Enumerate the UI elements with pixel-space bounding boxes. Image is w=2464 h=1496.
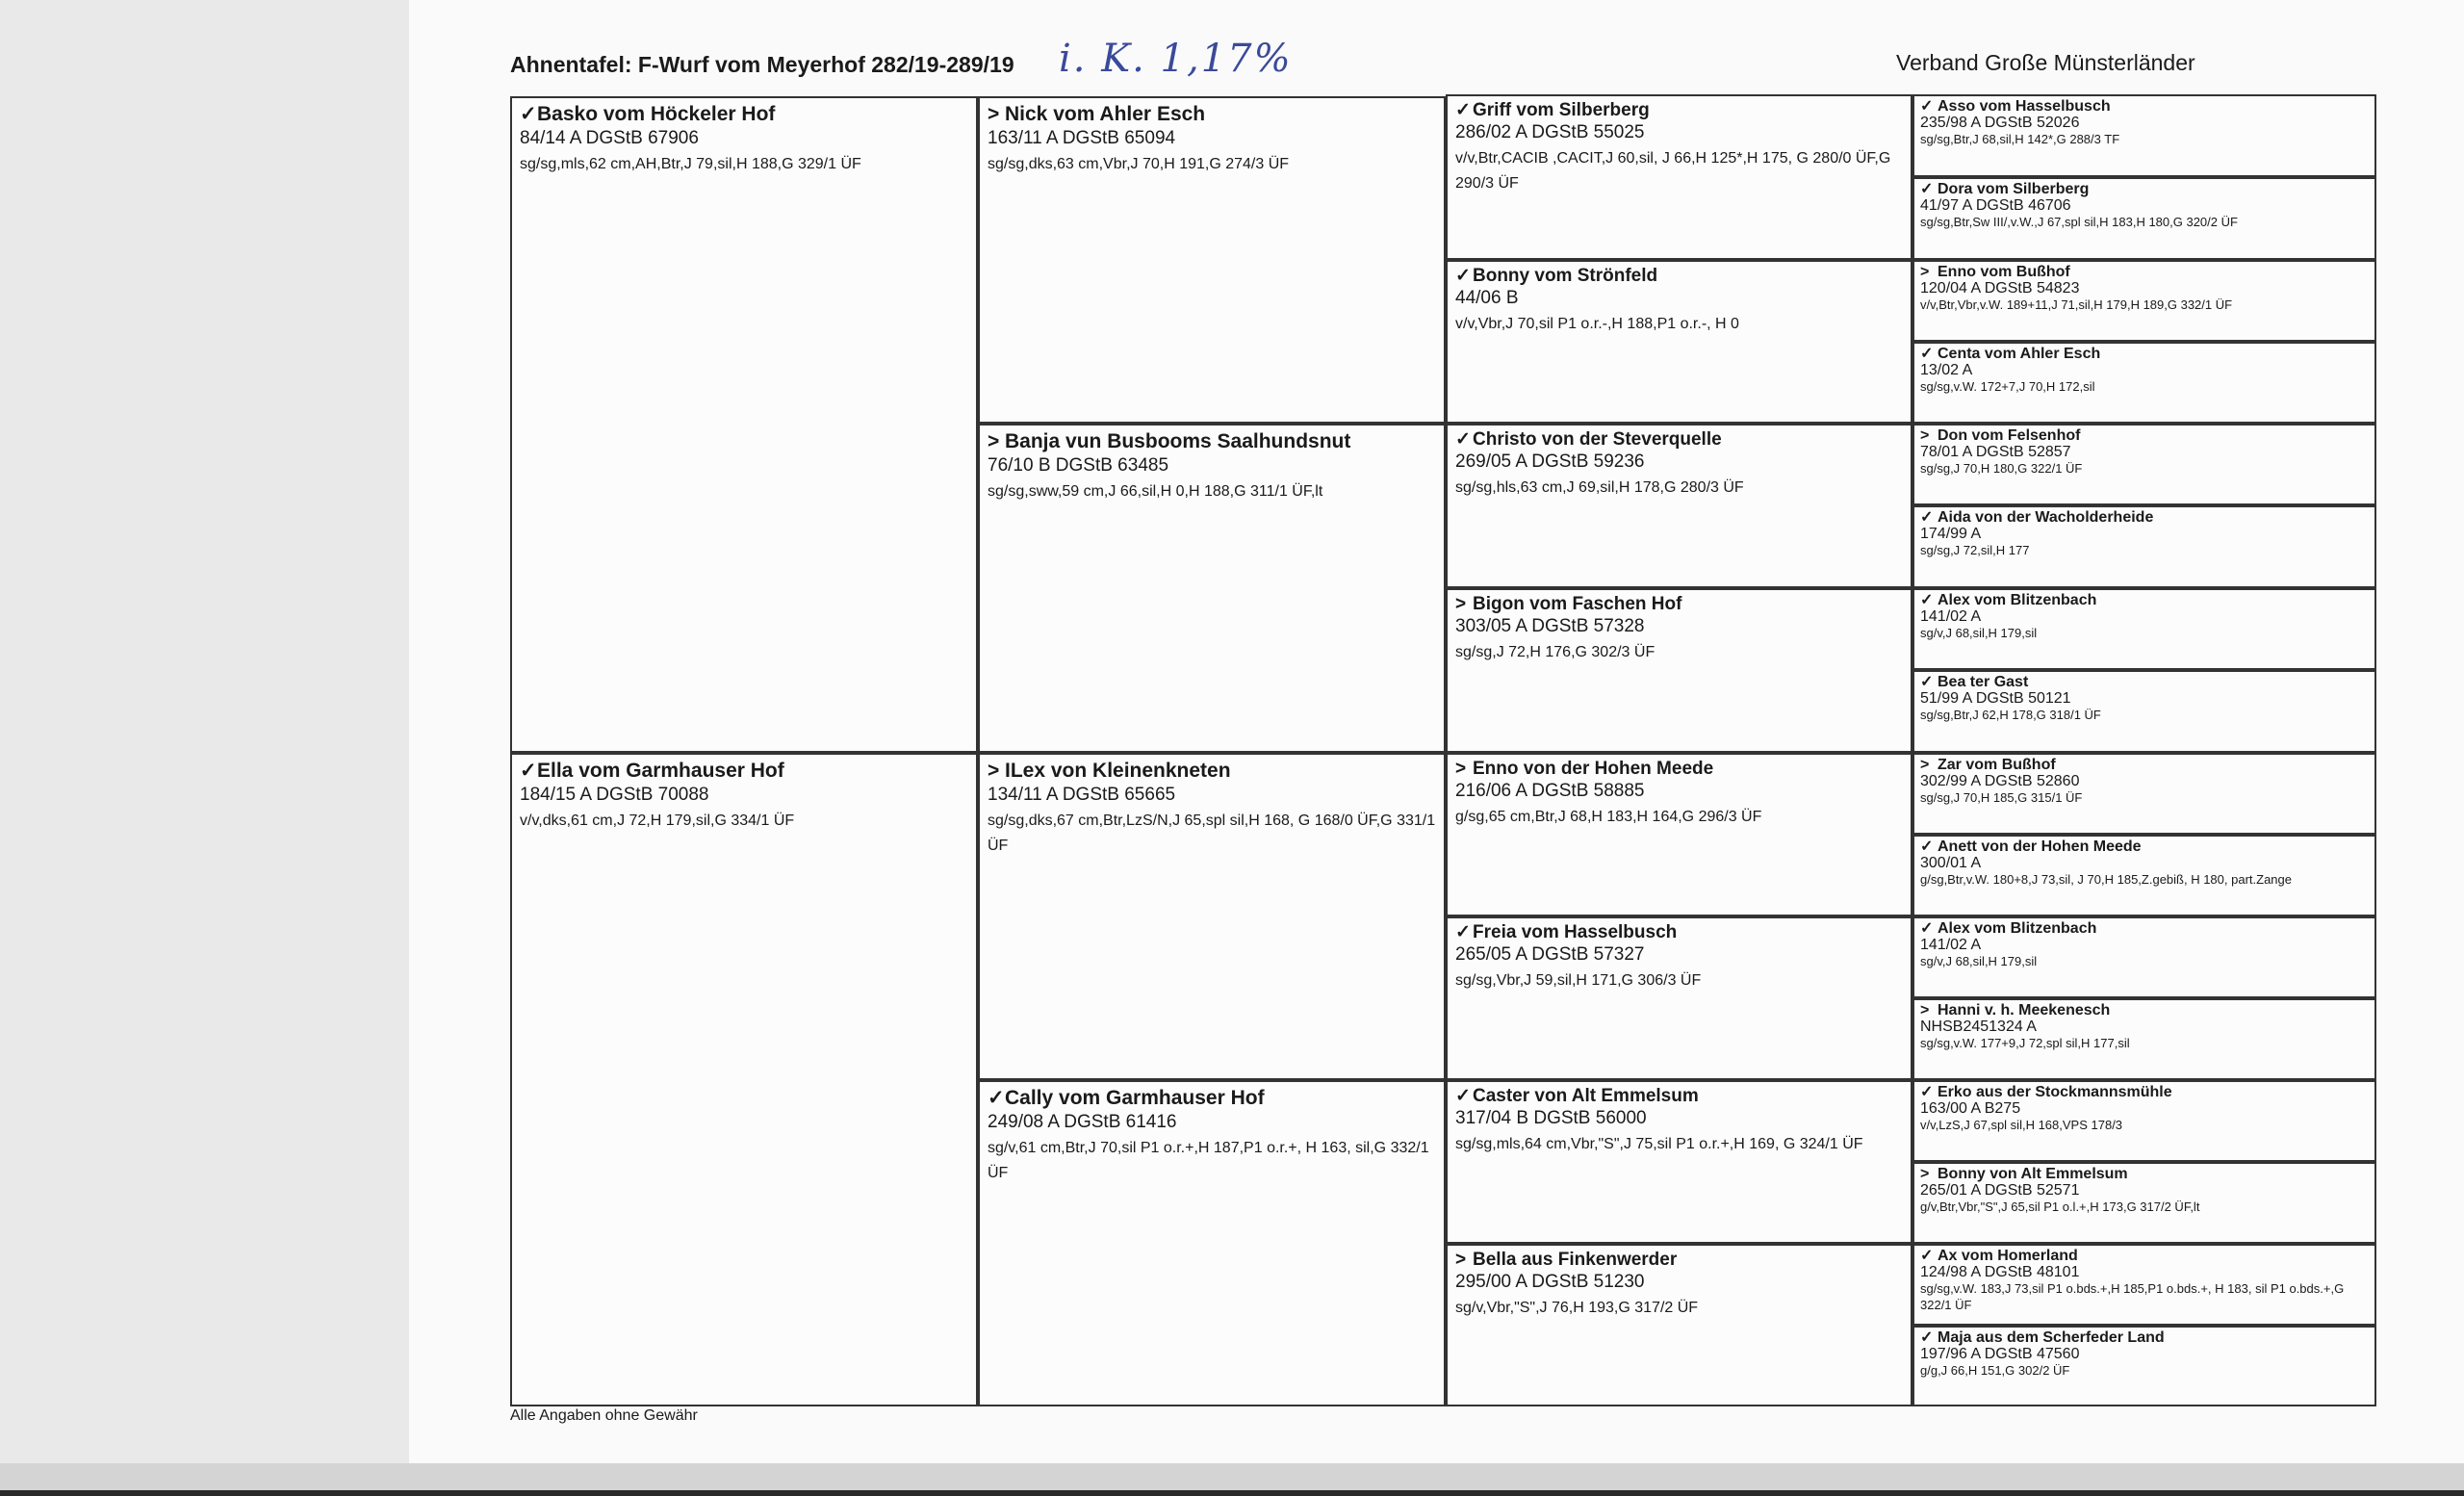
dog-name: ✓ Caster von Alt Emmelsum xyxy=(1455,1086,1699,1106)
gen3-box xyxy=(1446,260,1912,424)
details: sg/v,61 cm,Btr,J 70,sil P1 o.r.+,H 187,P1 o.r.+, H 163, sil,G 332/1 ÜF xyxy=(988,1140,1429,1181)
status-mark: ✓ xyxy=(1920,1329,1934,1346)
details: sg/sg,v.W. 172+7,J 70,H 172,sil xyxy=(1920,379,2095,394)
gen4-box xyxy=(1912,916,2376,998)
registration: 174/99 A xyxy=(1920,526,1982,542)
details: sg/v,Vbr,"S",J 76,H 193,G 317/2 ÜF xyxy=(1455,1300,1699,1316)
dog-name: > ILex von Kleinenkneten xyxy=(988,760,1231,782)
status-mark: ✓ xyxy=(1455,100,1471,120)
details: sg/sg,J 72,sil,H 177 xyxy=(1920,543,2030,557)
status-mark: ✓ xyxy=(1455,922,1471,942)
dog-name: ✓Ella vom Garmhauser Hof xyxy=(520,760,784,782)
gen4-box xyxy=(1912,1326,2376,1406)
registration: 134/11 A DGStB 65665 xyxy=(988,785,1176,805)
page-title: Ahnentafel: F-Wurf vom Meyerhof 282/19-289/19 xyxy=(510,52,1014,77)
registration: 216/06 A DGStB 58885 xyxy=(1455,781,1645,801)
registration: 265/01 A DGStB 52571 xyxy=(1920,1182,2080,1199)
dog-name: ✓ Maja aus dem Scherfeder Land xyxy=(1920,1329,2165,1346)
gen4-box xyxy=(1912,670,2376,753)
registration: 13/02 A xyxy=(1920,362,1973,378)
registration: 235/98 A DGStB 52026 xyxy=(1920,115,2080,131)
dog-name: > Zar vom Bußhof xyxy=(1920,757,2056,773)
dog-name: ✓Basko vom Höckeler Hof xyxy=(520,103,776,125)
details: sg/v,J 68,sil,H 179,sil xyxy=(1920,954,2038,968)
gen4-box xyxy=(1912,260,2376,342)
status-mark: ✓ xyxy=(1920,920,1934,937)
details: v/v,LzS,J 67,spl sil,H 168,VPS 178/3 xyxy=(1920,1118,2123,1132)
status-mark: > xyxy=(988,103,1000,125)
dog-name: > Nick vom Ahler Esch xyxy=(988,103,1206,125)
details: sg/sg,Btr,J 62,H 178,G 318/1 ÜF xyxy=(1920,708,2101,722)
details: sg/sg,J 70,H 185,G 315/1 ÜF xyxy=(1920,790,2083,805)
sire-box xyxy=(510,96,978,753)
details: sg/sg,Btr,J 68,sil,H 142*,G 288/3 TF xyxy=(1920,132,2120,146)
registration: 141/02 A xyxy=(1920,608,1982,625)
status-mark: > xyxy=(1920,1002,1930,1019)
status-mark: > xyxy=(1920,264,1930,280)
details: sg/sg,mls,64 cm,Vbr,"S",J 75,sil P1 o.r.+,H 169, G 324/1 ÜF xyxy=(1455,1136,1863,1152)
registration: 286/02 A DGStB 55025 xyxy=(1455,122,1645,142)
status-mark: > xyxy=(1455,594,1467,614)
dog-name: > Don vom Felsenhof xyxy=(1920,427,2081,444)
details: sg/sg,Btr,Sw III/,v.W.,J 67,spl sil,H 183,H 180,G 320/2 ÜF xyxy=(1920,215,2238,229)
dog-name: > Enno vom Bußhof xyxy=(1920,264,2070,280)
registration: 295/00 A DGStB 51230 xyxy=(1455,1272,1645,1292)
dog-name: ✓Cally vom Garmhauser Hof xyxy=(988,1087,1265,1109)
gen4-box xyxy=(1912,1162,2376,1244)
gen4-box xyxy=(1912,424,2376,505)
dog-name: ✓ Erko aus der Stockmannsmühle xyxy=(1920,1084,2172,1100)
gen4-box xyxy=(1912,342,2376,424)
dog-name: ✓ Ax vom Homerland xyxy=(1920,1248,2078,1264)
gen3-box xyxy=(1446,1080,1912,1244)
details: sg/sg,J 72,H 176,G 302/3 ÜF xyxy=(1455,644,1656,660)
status-mark: ✓ xyxy=(988,1087,1005,1109)
details: sg/sg,J 70,H 180,G 322/1 ÜF xyxy=(1920,461,2083,476)
registration: 163/00 A B275 xyxy=(1920,1100,2021,1117)
dog-name: ✓ Centa vom Ahler Esch xyxy=(1920,346,2101,362)
handwritten-note: i. K. 1,17% xyxy=(1059,37,1293,81)
registration: 265/05 A DGStB 57327 xyxy=(1455,944,1645,965)
dog-name: ✓ Alex vom Blitzenbach xyxy=(1920,592,2097,608)
registration: 51/99 A DGStB 50121 xyxy=(1920,690,2071,707)
dog-name: ✓ Christo von der Steverquelle xyxy=(1455,429,1722,450)
status-mark: ✓ xyxy=(1920,592,1934,608)
registration: 249/08 A DGStB 61416 xyxy=(988,1112,1177,1132)
status-mark: ✓ xyxy=(520,760,537,782)
dog-name: ✓ Dora vom Silberberg xyxy=(1920,181,2090,197)
status-mark: ✓ xyxy=(1920,674,1934,690)
dog-name: > Bella aus Finkenwerder xyxy=(1455,1250,1678,1270)
gen3-box xyxy=(1446,753,1912,916)
gen4-box xyxy=(1912,505,2376,588)
status-mark: > xyxy=(988,430,1000,452)
registration: 300/01 A xyxy=(1920,855,1982,871)
dog-name: > Bigon vom Faschen Hof xyxy=(1455,594,1682,614)
status-mark: ✓ xyxy=(1920,509,1934,526)
dog-name: ✓ Bea ter Gast xyxy=(1920,674,2029,690)
status-mark: ✓ xyxy=(1920,1084,1934,1100)
dog-name: > Hanni v. h. Meekenesch xyxy=(1920,1002,2111,1019)
registration: 120/04 A DGStB 54823 xyxy=(1920,280,2080,297)
details: sg/sg,v.W. 183,J 73,sil P1 o.bds.+,H 185,P1 o.bds.+, H 183, sil P1 o.bds.+,G 322/1 ÜF xyxy=(1920,1281,2345,1312)
status-mark: ✓ xyxy=(1455,266,1471,286)
registration: 163/11 A DGStB 65094 xyxy=(988,128,1176,148)
gen3-box xyxy=(1446,94,1912,260)
dog-name: ✓ Griff vom Silberberg xyxy=(1455,100,1650,120)
details: v/v,Vbr,J 70,sil P1 o.r.-,H 188,P1 o.r.-, H 0 xyxy=(1455,316,1739,332)
status-mark: ✓ xyxy=(1920,346,1934,362)
details: sg/sg,sww,59 cm,J 66,sil,H 0,H 188,G 311/1 ÜF,lt xyxy=(988,483,1323,500)
details: sg/v,J 68,sil,H 179,sil xyxy=(1920,626,2038,640)
gen4-box xyxy=(1912,753,2376,835)
registration: 41/97 A DGStB 46706 xyxy=(1920,197,2071,214)
gen3-box xyxy=(1446,916,1912,1080)
gen4-box xyxy=(1912,1244,2376,1326)
status-mark: > xyxy=(1455,1250,1467,1270)
status-mark: > xyxy=(988,760,1000,782)
registration: 303/05 A DGStB 57328 xyxy=(1455,616,1645,636)
gen4-box xyxy=(1912,998,2376,1080)
registration: 78/01 A DGStB 52857 xyxy=(1920,444,2071,460)
gen3-box xyxy=(1446,1244,1912,1406)
registration: 44/06 B xyxy=(1455,288,1519,308)
details: g/g,J 66,H 151,G 302/2 ÜF xyxy=(1920,1363,2070,1378)
registration: 269/05 A DGStB 59236 xyxy=(1455,451,1645,472)
dog-name: ✓ Asso vom Hasselbusch xyxy=(1920,98,2111,115)
dog-name: > Enno von der Hohen Meede xyxy=(1455,759,1714,779)
dog-name: ✓ Anett von der Hohen Meede xyxy=(1920,838,2142,855)
footer-disclaimer: Alle Angaben ohne Gewähr xyxy=(510,1407,698,1424)
details: g/v,Btr,Vbr,"S",J 65,sil P1 o.l.+,H 173,G 317/2 ÜF,lt xyxy=(1920,1199,2200,1214)
details: v/v,Btr,CACIB ,CACIT,J 60,sil, J 66,H 125*,H 175, G 280/0 ÜF,G 290/3 ÜF xyxy=(1455,150,1891,192)
registration: 124/98 A DGStB 48101 xyxy=(1920,1264,2080,1280)
details: sg/sg,mls,62 cm,AH,Btr,J 79,sil,H 188,G 329/1 ÜF xyxy=(520,156,861,172)
gen2-box xyxy=(978,424,1446,753)
gen4-box xyxy=(1912,1080,2376,1162)
details: sg/sg,v.W. 177+9,J 72,spl sil,H 177,sil xyxy=(1920,1036,2130,1050)
gen2-box xyxy=(978,1080,1446,1406)
gen3-box xyxy=(1446,424,1912,588)
dog-name: > Banja vun Busbooms Saalhundsnut xyxy=(988,430,1351,452)
details: sg/sg,Vbr,J 59,sil,H 171,G 306/3 ÜF xyxy=(1455,972,1702,989)
gen4-box xyxy=(1912,94,2376,177)
scanner-edge xyxy=(0,1463,2464,1496)
status-mark: ✓ xyxy=(1455,1086,1471,1106)
registration: 197/96 A DGStB 47560 xyxy=(1920,1346,2080,1362)
status-mark: > xyxy=(1920,1166,1930,1182)
status-mark: > xyxy=(1920,427,1930,444)
dog-name: > Bonny von Alt Emmelsum xyxy=(1920,1166,2128,1182)
details: v/v,dks,61 cm,J 72,H 179,sil,G 334/1 ÜF xyxy=(520,812,795,829)
organization-name: Verband Große Münsterländer xyxy=(1896,50,2195,75)
status-mark: > xyxy=(1920,757,1930,773)
dog-name: ✓ Alex vom Blitzenbach xyxy=(1920,920,2097,937)
details: sg/sg,dks,67 cm,Btr,LzS/N,J 65,spl sil,H 168, G 168/0 ÜF,G 331/1 ÜF xyxy=(988,812,1436,854)
gen4-box xyxy=(1912,835,2376,916)
details: v/v,Btr,Vbr,v.W. 189+11,J 71,sil,H 179,H 189,G 332/1 ÜF xyxy=(1920,297,2233,312)
status-mark: ✓ xyxy=(1920,1248,1934,1264)
details: sg/sg,dks,63 cm,Vbr,J 70,H 191,G 274/3 ÜF xyxy=(988,156,1290,172)
registration: 84/14 A DGStB 67906 xyxy=(520,128,699,148)
registration: 317/04 B DGStB 56000 xyxy=(1455,1108,1647,1128)
gen4-box xyxy=(1912,588,2376,670)
status-mark: > xyxy=(1455,759,1467,779)
details: sg/sg,hls,63 cm,J 69,sil,H 178,G 280/3 ÜF xyxy=(1455,479,1744,496)
dog-name: ✓ Aida von der Wacholderheide xyxy=(1920,509,2154,526)
gen2-box xyxy=(978,96,1446,424)
gen3-box xyxy=(1446,588,1912,753)
registration: 184/15 A DGStB 70088 xyxy=(520,785,709,805)
status-mark: ✓ xyxy=(1920,838,1934,855)
details: g/sg,Btr,v.W. 180+8,J 73,sil, J 70,H 185,Z.gebiß, H 180, part.Zange xyxy=(1920,872,2292,887)
status-mark: ✓ xyxy=(1920,181,1934,197)
details: g/sg,65 cm,Btr,J 68,H 183,H 164,G 296/3 ÜF xyxy=(1455,809,1762,825)
status-mark: ✓ xyxy=(520,103,537,125)
registration: NHSB2451324 A xyxy=(1920,1019,2037,1035)
dog-name: ✓ Bonny vom Strönfeld xyxy=(1455,266,1658,286)
registration: 141/02 A xyxy=(1920,937,1982,953)
gen2-box xyxy=(978,753,1446,1080)
registration: 302/99 A DGStB 52860 xyxy=(1920,773,2080,789)
gen4-box xyxy=(1912,177,2376,260)
dog-name: ✓ Freia vom Hasselbusch xyxy=(1455,922,1678,942)
dam-box xyxy=(510,753,978,1406)
registration: 76/10 B DGStB 63485 xyxy=(988,455,1169,476)
status-mark: ✓ xyxy=(1920,98,1934,115)
status-mark: ✓ xyxy=(1455,429,1471,450)
